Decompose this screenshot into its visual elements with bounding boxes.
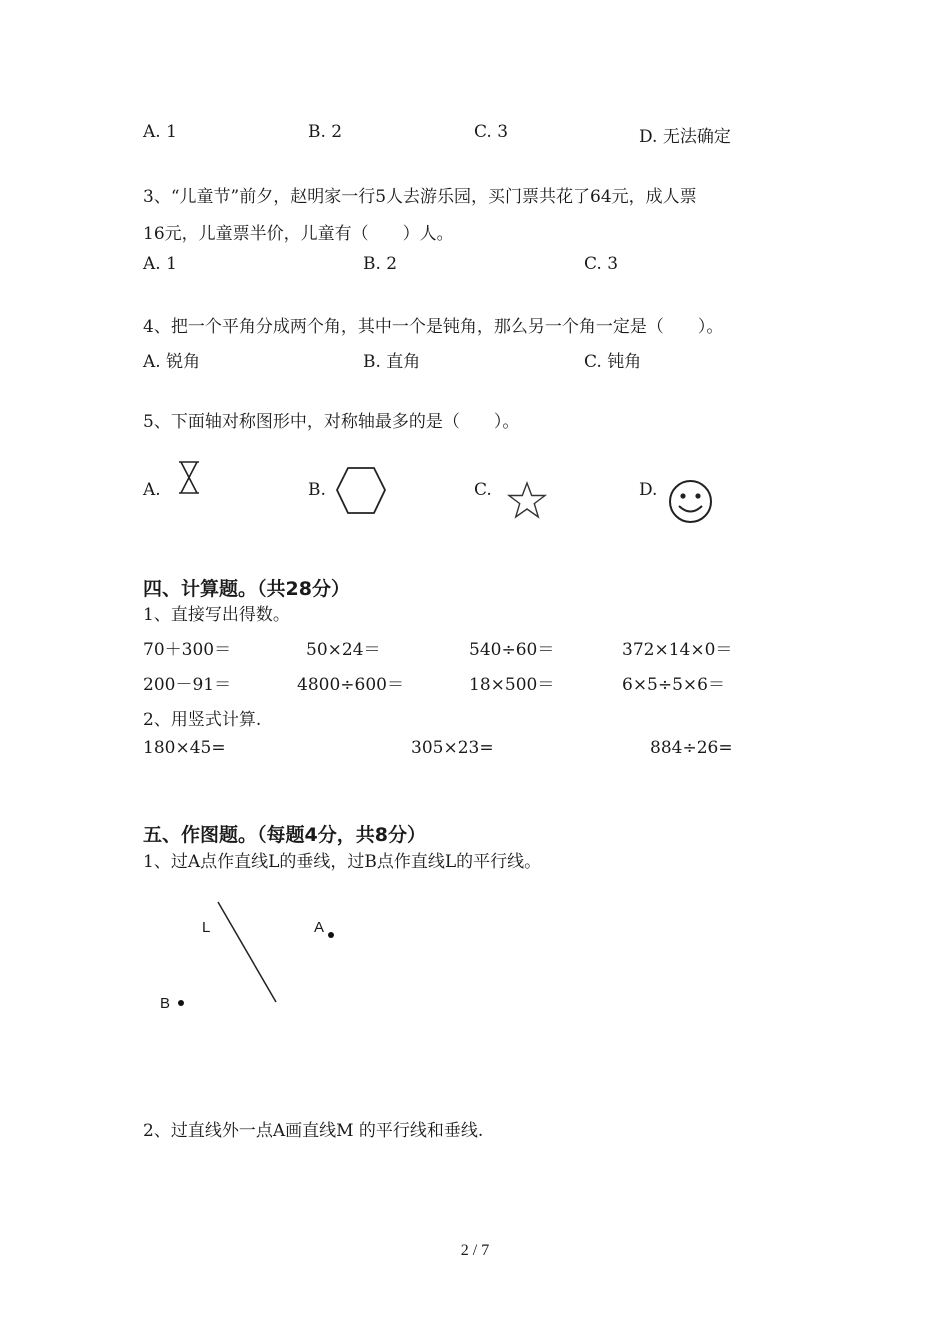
line-l <box>218 902 276 1002</box>
line-l-diagram <box>150 890 370 1020</box>
calc-1-3: 540÷60＝ <box>469 640 555 660</box>
calc-1-4: 372×14×0＝ <box>622 640 733 660</box>
q2-option-a: A. 1 <box>143 122 177 142</box>
hexagon-icon <box>336 466 386 516</box>
section5-sub1: 1、过A点作直线L的垂线，过B点作直线L的平行线。 <box>143 852 542 872</box>
q2-option-b: B. 2 <box>308 122 343 142</box>
section5-sub2: 2、过直线外一点A画直线M 的平行线和垂线. <box>143 1121 484 1141</box>
calc-1-1: 70＋300＝ <box>143 640 232 660</box>
vertical-calc-2: 305×23= <box>411 738 494 758</box>
section4-sub1: 1、直接写出得数。 <box>143 605 290 625</box>
point-b-dot <box>178 1000 184 1006</box>
q3-option-a: A. 1 <box>143 254 177 274</box>
q4-option-c: C. 钝角 <box>584 352 642 372</box>
point-a-dot <box>328 932 334 938</box>
calc-2-1: 200－91＝ <box>143 675 232 695</box>
q2-option-c: C. 3 <box>474 122 509 142</box>
star-icon <box>507 481 547 519</box>
calc-1-2: 50×24＝ <box>306 640 381 660</box>
line-l-label: L <box>202 919 211 936</box>
q3-text-line1: 3、“儿童节”前夕，赵明家一行5人去游乐园，买门票共花了64元，成人票 <box>143 187 697 207</box>
q5-option-c: C. <box>474 480 492 500</box>
vertical-calc-3: 884÷26= <box>650 738 733 758</box>
q3-option-c: C. 3 <box>584 254 619 274</box>
calc-2-3: 18×500＝ <box>469 675 555 695</box>
q4-option-b: B. 直角 <box>363 352 421 372</box>
q3-text-line2: 16元，儿童票半价，儿童有（ ）人。 <box>143 224 454 244</box>
hourglass-icon <box>176 460 202 496</box>
calc-2-4: 6×5÷5×6＝ <box>622 675 725 695</box>
q5-option-b: B. <box>308 480 326 500</box>
q3-option-b: B. 2 <box>363 254 398 274</box>
smiley-icon <box>668 479 713 524</box>
q5-option-a: A. <box>143 480 161 500</box>
q5-option-d: D. <box>639 480 658 500</box>
vertical-calc-1: 180×45= <box>143 738 226 758</box>
q4-option-a: A. 锐角 <box>143 352 201 372</box>
section4-heading: 四、计算题。（共28分） <box>143 578 350 600</box>
point-b-label: B <box>160 995 171 1012</box>
q4-text: 4、把一个平角分成两个角，其中一个是钝角，那么另一个角一定是（ ）。 <box>143 317 724 337</box>
q5-text: 5、下面轴对称图形中，对称轴最多的是（ ）。 <box>143 412 520 432</box>
q2-option-d: D. 无法确定 <box>639 127 731 147</box>
page-number: 2 / 7 <box>460 1242 490 1259</box>
section5-heading: 五、作图题。（每题4分，共8分） <box>143 824 426 846</box>
point-a-label: A <box>314 919 325 936</box>
calc-2-2: 4800÷600＝ <box>297 675 404 695</box>
section4-sub2: 2、用竖式计算. <box>143 710 262 730</box>
